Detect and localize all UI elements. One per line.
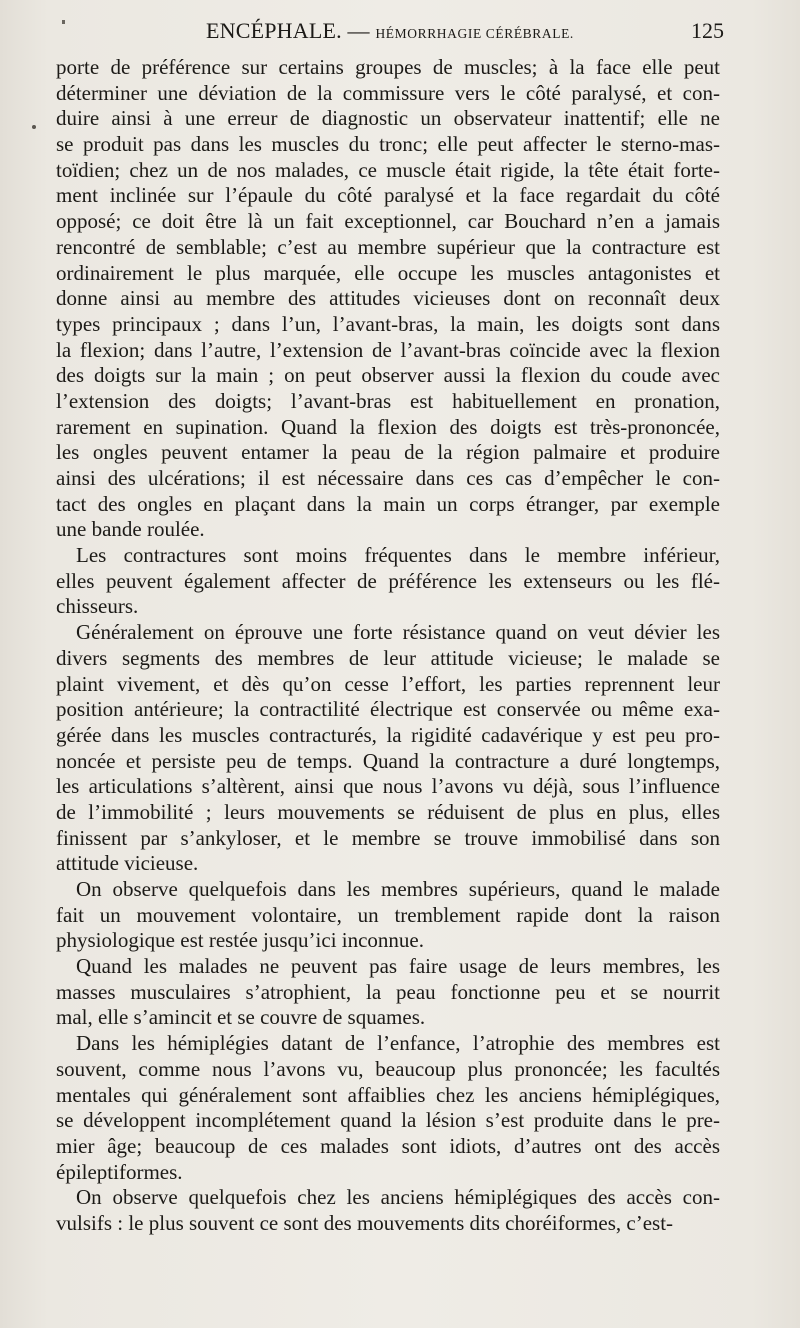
text-line: vulsifs : le plus souvent ce sont des mouvements dits choréiformes, c’est- (56, 1210, 674, 1235)
paragraph (56, 877, 720, 954)
text-line: attitude vicieuse. (56, 851, 199, 876)
text-line: chisseurs. (56, 594, 139, 619)
body-text (56, 55, 720, 1237)
text-line: souvent, comme nous l’avons vu, beaucoup plus prononcée; les facultés (56, 1056, 720, 1081)
paragraph (56, 1031, 720, 1185)
text-line: types principaux ; dans l’un, l’avant-bras, la main, les doigts sont dans (56, 311, 720, 336)
paragraph (56, 543, 720, 620)
text-line: ordinairement le plus marquée, elle occupe les muscles antagonistes et (56, 260, 720, 285)
text-line: position antérieure; la contractilité électrique est conservée ou même exa- (56, 697, 720, 722)
margin-speck (32, 125, 36, 129)
text-line: On observe quelquefois dans les membres supérieurs, quand le malade (76, 877, 720, 901)
header-title-sub: HÉMORRHAGIE CÉRÉBRALE. (375, 26, 574, 41)
text-line: Dans les hémiplégies datant de l’enfance, l’atrophie des membres est (76, 1031, 720, 1056)
text-line: tact des ongles en plaçant dans la main un corps étranger, par exemple (56, 491, 720, 516)
text-line: ainsi des ulcérations; il est nécessaire dans ces cas d’empêcher le con- (56, 466, 720, 490)
text-line: porte de préférence sur certains groupes de muscles; à la face elle peut (56, 55, 720, 79)
text-line: se développent incomplétement quand la lésion s’est produite dans le pre- (56, 1108, 720, 1133)
text-line: déterminer une déviation de la commissure vers le côté paralysé, et con- (56, 80, 720, 105)
page-number: 125 (691, 18, 724, 43)
text-line: une bande roulée. (56, 517, 205, 542)
text-line: noncée et persiste peu de temps. Quand la contracture a duré longtemps, (56, 748, 720, 773)
text-line: l’extension des doigts; l’avant-bras est habituellement en pronation, (56, 388, 720, 413)
text-line: les ongles peuvent entamer la peau de la région palmaire et produire (56, 440, 720, 465)
paragraph (56, 55, 720, 543)
text-line: physiologique est restée jusqu’ici inconnue. (56, 928, 425, 953)
text-line: Généralement on éprouve une forte résistance quand on veut dévier les (76, 620, 720, 645)
text-line: On observe quelquefois chez les anciens hémiplégiques des accès con- (76, 1185, 720, 1210)
text-line: divers segments des membres de leur attitude vicieuse; le malade se (56, 645, 720, 670)
text-line: finissent par s’ankyloser, et le membre se trouve immobilisé dans son (56, 825, 720, 850)
paragraph (56, 620, 720, 877)
text-line: des doigts sur la main ; on peut observer aussi la flexion du coude avec (56, 363, 720, 388)
text-line: de l’immobilité ; leurs mouvements se réduisent de plus en plus, elles (56, 799, 720, 824)
text-line: donne ainsi au membre des attitudes vicieuses dont on reconnaît deux (56, 286, 720, 311)
text-line: masses musculaires s’atrophient, la peau fonctionne peu et se nourrit (56, 979, 720, 1004)
text-line: mal, elle s’amincit et se couvre de squames. (56, 1005, 426, 1030)
text-line: ment inclinée sur l’épaule du côté paralysé et la face regardait du côté (56, 183, 720, 208)
text-line: rencontré de semblable; c’est au membre supérieur que la contracture est (56, 234, 720, 259)
text-line: mentales qui généralement sont affaiblies chez les anciens hémiplégiques, (56, 1082, 720, 1107)
text-line: duire ainsi à une erreur de diagnostic un observateur inattentif; elle ne (56, 106, 720, 131)
text-line: plaint vivement, et dès qu’on cesse l’effort, les parties reprennent leur (56, 671, 720, 696)
text-line: les articulations s’altèrent, ainsi que nous l’avons vu déjà, sous l’influence (56, 774, 720, 799)
text-line: la flexion; dans l’autre, l’extension de l’avant-bras coïncide avec la flexion (56, 337, 720, 362)
running-header (56, 18, 724, 48)
text-line: gérée dans les muscles contracturés, la rigidité cadavérique y est peu pro- (56, 722, 720, 747)
text-line: Les contractures sont moins fréquentes dans le membre inférieur, (76, 543, 720, 568)
text-line: opposé; ce doit être là un fait exceptionnel, car Bouchard n’en a jamais (56, 209, 720, 234)
text-line: fait un mouvement volontaire, un tremblement rapide dont la raison (56, 902, 720, 927)
text-line: Quand les malades ne peuvent pas faire usage de leurs membres, les (76, 954, 720, 979)
text-line: toïdien; chez un de nos malades, ce muscle était rigide, la tête était forte- (56, 157, 720, 182)
text-line: elles peuvent également affecter de préférence les extenseurs ou les flé- (56, 568, 720, 593)
paragraph (56, 1185, 720, 1236)
text-line: mier âge; beaucoup de ces malades sont idiots, d’autres ont des accès (56, 1133, 720, 1158)
text-line: rarement en supination. Quand la flexion des doigts est très-prononcée, (56, 414, 720, 439)
paragraph (56, 954, 720, 1031)
header-title-main: ENCÉPHALE. (206, 18, 342, 43)
text-line: se produit pas dans les muscles du tronc; elle peut affecter le sterno-mas- (56, 132, 720, 157)
header-title (206, 18, 574, 44)
text-line: épileptiformes. (56, 1159, 183, 1184)
header-title-separator: — (341, 18, 376, 43)
